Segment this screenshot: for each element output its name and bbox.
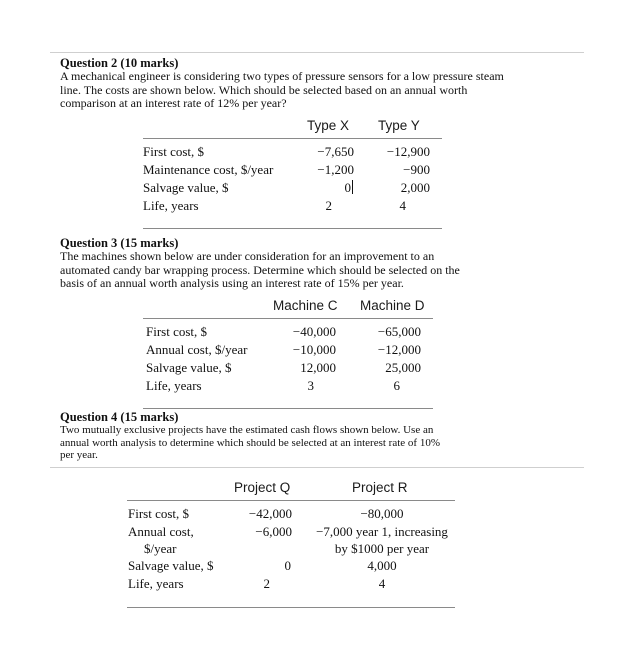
row-label: $/year (144, 541, 177, 556)
q3-title: Question 3 (15 marks) (60, 236, 179, 250)
q4-bottom-rule (127, 607, 455, 608)
type-y-value: 2,000 (400, 180, 430, 195)
row-label: Salvage value, $ (146, 360, 232, 375)
type-x-value: −1,200 (317, 162, 354, 177)
q3-header-rule (143, 318, 433, 319)
type-x-value: −7,650 (317, 144, 354, 159)
row-label: Life, years (146, 378, 202, 393)
type-x-value: 0 (344, 180, 351, 195)
q4-header-project-q: Project Q (234, 480, 291, 495)
row-label: Life, years (128, 576, 184, 591)
q2-table (143, 144, 442, 216)
row-label: Annual cost, (128, 524, 194, 539)
type-y-value: 4 (399, 198, 406, 213)
q4-divider (50, 467, 584, 468)
row-label: First cost, $ (143, 144, 205, 159)
q2-header-rule (143, 138, 442, 139)
text-cursor (352, 180, 353, 194)
machine-c-value: 12,000 (300, 360, 336, 375)
row-label: Maintenance cost, $/year (143, 162, 274, 177)
q4-header-rule (127, 500, 455, 501)
q3-bottom-rule (143, 408, 433, 409)
machine-d-value: −12,000 (377, 342, 421, 357)
q2-body: A mechanical engineer is considering two types of pressure sensors for a low pressure steam line. The costs are shown below. Which should be selected based on an annual worth comparison at an interest rate of 12% per year? (60, 69, 504, 110)
project-r-value: 4,000 (367, 558, 397, 573)
type-y-value: −900 (403, 162, 430, 177)
machine-c-value: −10,000 (292, 342, 336, 357)
q4-header-project-r: Project R (352, 480, 408, 495)
row-label: Salvage value, $ (143, 180, 229, 195)
q3-header-machine-d: Machine D (360, 298, 425, 313)
project-r-value: −7,000 year 1, increasing (316, 524, 448, 539)
top-divider (50, 52, 584, 53)
type-x-value: 2 (325, 198, 332, 213)
q2-header-type-x: Type X (307, 118, 350, 133)
machine-c-value: −40,000 (292, 324, 336, 339)
q2-header-type-y: Type Y (378, 118, 420, 133)
q2-title: Question 2 (10 marks) (60, 56, 179, 70)
project-q-value: 0 (284, 558, 291, 573)
q2-bottom-rule (143, 228, 442, 229)
row-label: First cost, $ (146, 324, 208, 339)
q4-table (128, 506, 456, 594)
q3-table (146, 324, 433, 396)
machine-d-value: 25,000 (385, 360, 421, 375)
type-y-value: −12,900 (386, 144, 430, 159)
project-q-value: 2 (263, 576, 270, 591)
q4-body: Two mutually exclusive projects have the estimated cash flows shown below. Use an annual worth analysis to determine which should be selected at an interest rate of 10% per year. (60, 424, 440, 461)
row-label: Annual cost, $/year (146, 342, 248, 357)
project-r-value: 4 (378, 576, 386, 591)
project-q-value: −6,000 (255, 524, 292, 539)
project-r-value: by $1000 per year (334, 541, 430, 556)
machine-d-value: −65,000 (377, 324, 421, 339)
row-label: Salvage value, $ (128, 558, 214, 573)
q3-header-machine-c: Machine C (273, 298, 338, 313)
row-label: Life, years (143, 198, 199, 213)
project-q-value: −42,000 (248, 506, 292, 521)
q3-body: The machines shown below are under consideration for an improvement to an automated candy bar wrapping process. Determine which should be selected on the basis of an annual worth analysis using an interest rate of 15% per year. (60, 249, 460, 290)
machine-c-value: 3 (307, 378, 314, 393)
project-r-value: −80,000 (360, 506, 404, 521)
q4-title: Question 4 (15 marks) (60, 410, 179, 424)
machine-d-value: 6 (393, 378, 400, 393)
row-label: First cost, $ (128, 506, 190, 521)
